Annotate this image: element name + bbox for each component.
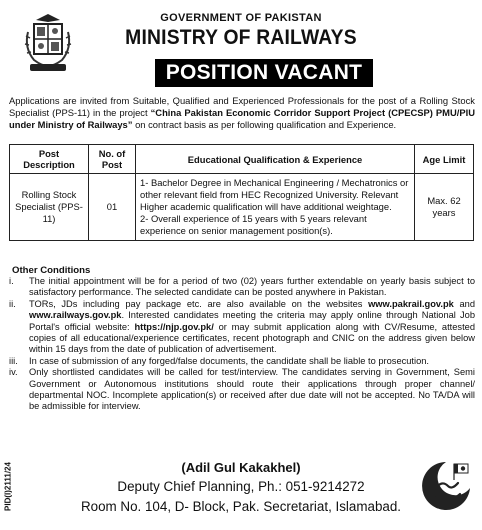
ministry-heading: MINISTRY OF RAILWAYS [125, 26, 357, 49]
table-row [10, 174, 474, 241]
other-conditions-title: Other Conditions [12, 265, 91, 276]
condition-number: ii. [9, 298, 16, 309]
signatory-title: Deputy Chief Planning, Ph.: 051-9214272 [117, 479, 365, 494]
intro-paragraph [9, 95, 475, 131]
condition-text [29, 299, 475, 356]
list-item [9, 299, 475, 356]
condition-number: iv. [9, 367, 18, 378]
government-heading: GOVERNMENT OF PAKISTAN [160, 12, 322, 24]
condition-text-part: and [453, 298, 475, 309]
age-limit-cell: Max. 62 years [415, 174, 474, 241]
condition-text-part: or may submit application along with CV/Resume, attested copies of all educational/experience certificates, recent photograph and CNIC on the address given below within 15 days from the date of publication of advertisement. [29, 321, 476, 355]
position-table [9, 144, 474, 241]
website-link-pakrail[interactable]: www.pakrail.gov.pk [368, 298, 454, 309]
condition-text: In case of submission of any forged/false documents, the candidate shall be liable to prosecution. [29, 355, 430, 366]
condition-text-part: . Interested candidates meeting the criteria may apply online through National Job Portal's official website: [29, 310, 475, 332]
project-name: “China Pakistan Economic Corridor Support Project (CPECSP) PMU/PIU under Ministry of Railways” [9, 107, 475, 130]
website-link-railways[interactable]: www.railways.gov.pk [29, 310, 122, 321]
condition-text: The initial appointment will be for a period of two (02) years further extendable on yearly basis subject to satisfactory performance. The selected candidate can be posted anywhere in Pakistan. [29, 276, 475, 298]
list-item [9, 367, 475, 413]
conditions-list [9, 276, 475, 413]
list-item [9, 276, 475, 299]
position-vacant-banner: POSITION VACANT [155, 59, 373, 87]
qualification-item-2: 2- Overall experience of 15 years with 5 years relevant experience on senior management position(s). [140, 213, 367, 236]
condition-text-part: TORs, JDs including pay package etc. are also available on the websites [29, 298, 369, 309]
post-count-cell: 01 [89, 174, 136, 241]
intro-text-2: on contract basis as per following qualification and Experience. [132, 119, 397, 130]
post-description-cell: Rolling Stock Specialist (PPS-11) [10, 174, 89, 241]
condition-number: i. [9, 276, 14, 286]
table-header-row [10, 145, 474, 174]
pid-text: PID(I)2111/24 [3, 462, 13, 511]
condition-text: Only shortlisted candidates will be called for test/interview. The candidates serving in Government, Semi Government or Autonomous institutions should route their applications through proper channel/ departmental NOC. Incomplete application(s) or received after due date will not be accepted. No TA/DA will be admissible for interview. [29, 367, 475, 412]
website-link-njp[interactable]: https://njp.gov.pk/ [134, 321, 214, 332]
condition-number: iii. [9, 355, 18, 366]
qualification-cell [136, 174, 415, 241]
signatory-address: Room No. 104, D- Block, Pak. Secretariat, Islamabad. [80, 499, 402, 514]
header-post-description: Post Description [10, 145, 89, 174]
header-qualification: Educational Qualification & Experience [136, 145, 415, 174]
header-no-of-post: No. of Post [89, 145, 136, 174]
azm-e-istehkam-logo-icon [418, 458, 474, 514]
list-item [9, 356, 475, 367]
qualification-item-1: 1- Bachelor Degree in Mechanical Engineering / Mechatronics or other relevant field from HEC Recognized University. Relevant Higher academic qualification will have additional weightage. [140, 177, 409, 212]
header-age-limit: Age Limit [415, 145, 474, 174]
signatory-name: (Adil Gul Kakakhel) [181, 460, 301, 475]
intro-text-1: Applications are invited from Suitable, Qualified and Experienced Professionals for the post of a Rolling Stock Specialist (PPS-11) in the project [9, 95, 475, 118]
